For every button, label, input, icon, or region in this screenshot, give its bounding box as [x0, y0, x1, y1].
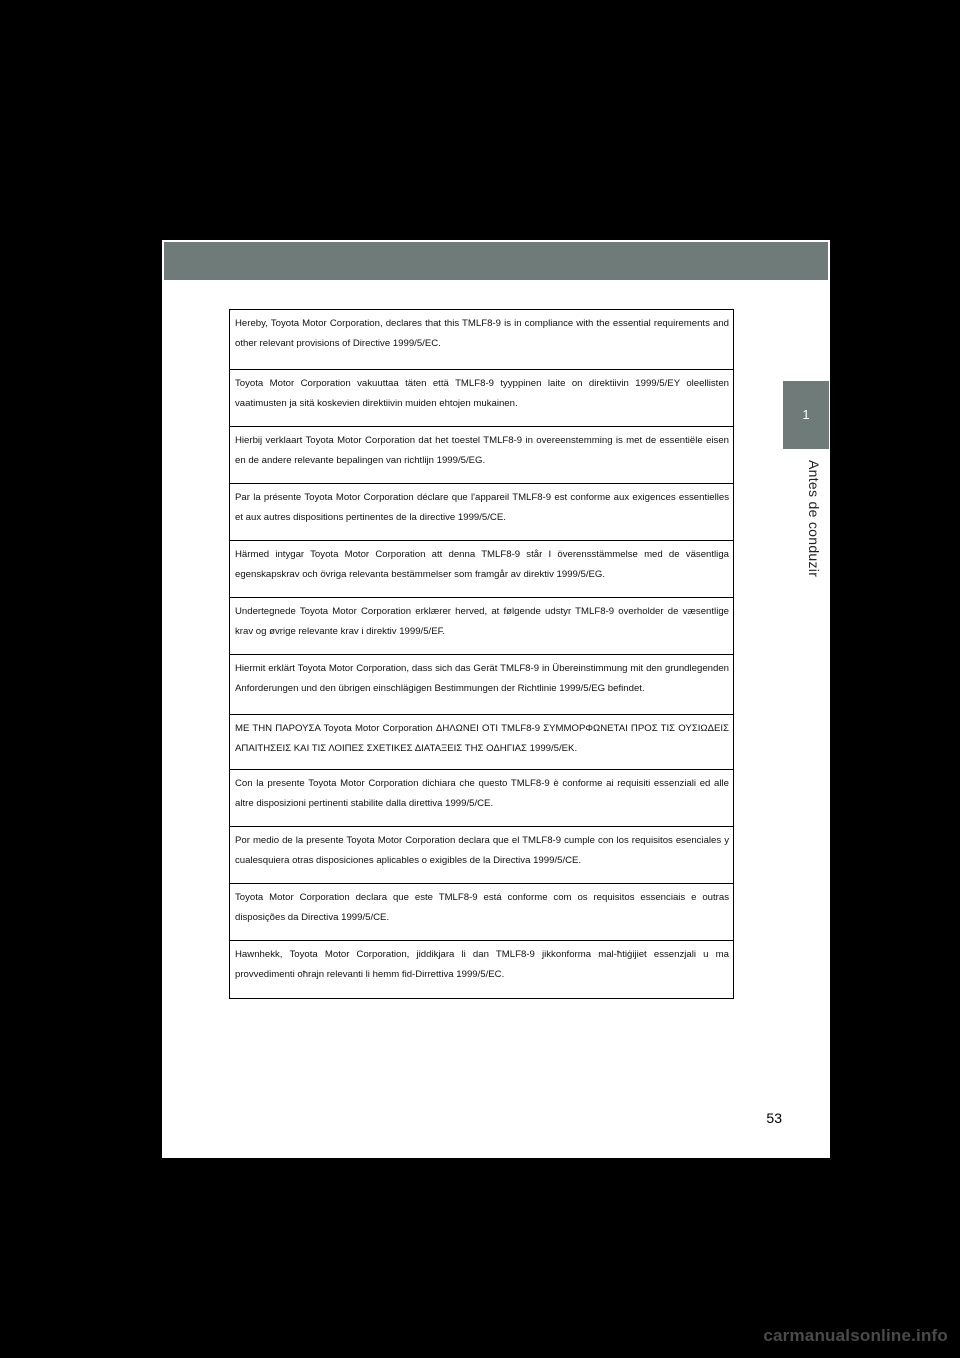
header-band — [164, 242, 828, 280]
watermark-logo: carmanualsonline.info — [763, 1326, 948, 1345]
declaration-row: Härmed intygar Toyota Motor Corporation att denna TMLF8-9 står I överensstämmelse med de väsentliga egenskapskrav och övriga relevanta bestämmelser som framgår av direktiv 1999/5/EG. — [230, 541, 733, 598]
declaration-row: Toyota Motor Corporation declara que este TMLF8-9 está conforme com os requisitos essenciais e outras disposições da Directiva 1999/5/CE. — [230, 884, 733, 941]
manual-page — [162, 240, 830, 1158]
declaration-row: Hawnhekk, Toyota Motor Corporation, jiddikjara li dan TMLF8-9 jikkonforma mal-ħtiġijiet essenzjali u ma provvedimenti oħrajn relevanti li hemm fid-Dirrettiva 1999/5/EC. — [230, 941, 733, 999]
declaration-row: Por medio de la presente Toyota Motor Corporation declara que el TMLF8-9 cumple con los requisitos esenciales y cualesquiera otras disposiciones aplicables o exigibles de la Directiva 1999/5/CE. — [230, 827, 733, 884]
chapter-number: 1 — [802, 407, 810, 422]
declaration-row: Par la présente Toyota Motor Corporation déclare que l'appareil TMLF8-9 est conforme aux exigences essentielles et aux autres dispositions pertinentes de la directive 1999/5/CE. — [230, 484, 733, 541]
declaration-row: Undertegnede Toyota Motor Corporation erklærer herved, at følgende udstyr TMLF8-9 overholder de væsentlige krav og øvrige relevante krav i direktiv 1999/5/EF. — [230, 598, 733, 655]
declaration-row: Hereby, Toyota Motor Corporation, declares that this TMLF8-9 is in compliance with the essential requirements and other relevant provisions of Directive 1999/5/EC. — [230, 310, 733, 370]
declaration-row: Con la presente Toyota Motor Corporation dichiara che questo TMLF8-9 è conforme ai requisiti essenziali ed alle altre disposizioni pertinenti stabilite dalla direttiva 1999/5/CE. — [230, 770, 733, 827]
declaration-row: ΜΕ ΤΗΝ ΠΑΡΟΥΣΑ Toyota Motor Corporation ΔΗΛΩΝΕΙ ΟΤΙ TMLF8-9 ΣΥΜΜΟΡΦΩΝΕΤΑΙ ΠΡΟΣ ΤΙΣ ΟΥΣΙΩΔΕΙΣ ΑΠΑΙΤΗΣΕΙΣ ΚΑΙ ΤΙΣ ΛΟΙΠΕΣ ΣΧΕΤΙΚΕΣ ΔΙΑΤΑΞΕΙΣ ΤΗΣ ΟΔΗΓΙΑΣ 1999/5/ΕΚ. — [230, 715, 733, 770]
declaration-table — [229, 309, 734, 999]
declaration-row: Hierbij verklaart Toyota Motor Corporation dat het toestel TMLF8-9 in overeenstemming is met de essentiële eisen en de andere relevante bepalingen van richtlijn 1999/5/EG. — [230, 427, 733, 484]
page-number: 53 — [766, 1110, 782, 1126]
declaration-row: Toyota Motor Corporation vakuuttaa täten että TMLF8-9 tyyppinen laite on direktiivin 1999/5/EY oleellisten vaatimusten ja sitä koskevien direktiivin muiden ehtojen mukainen. — [230, 370, 733, 427]
chapter-tab — [783, 381, 829, 449]
chapter-label: Antes de conduzir — [806, 460, 822, 578]
declaration-row: Hiermit erklärt Toyota Motor Corporation, dass sich das Gerät TMLF8-9 in Übereinstimmung mit den grundlegenden Anforderungen und den übrigen einschlägigen Bestimmungen der Richtlinie 1999/5/EG befindet. — [230, 655, 733, 715]
